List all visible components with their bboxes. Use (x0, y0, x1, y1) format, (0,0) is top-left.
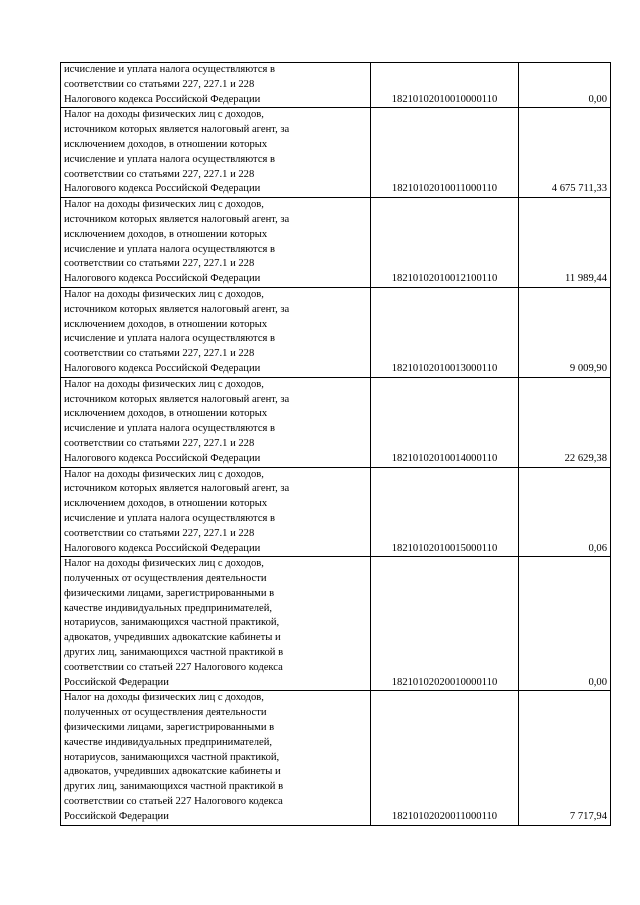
income-name-line: Налогового кодекса Российской Федерации (64, 183, 261, 195)
amount-cell: 0,00 (519, 557, 611, 691)
budget-code-cell: 18210102010011000110 (371, 108, 519, 198)
income-name-line: Налог на доходы физических лиц с доходов, (64, 199, 264, 211)
table-row (61, 557, 611, 691)
income-name-line: Налогового кодекса Российской Федерации (64, 362, 261, 374)
income-name-line: Налогового кодекса Российской Федерации (64, 273, 261, 285)
income-name-line: исчисление и уплата налога осуществляются в (64, 153, 276, 165)
table-row (61, 467, 611, 557)
table-row (61, 377, 611, 467)
income-name-line: Налог на доходы физических лиц с доходов, (64, 109, 264, 121)
table-row (61, 691, 611, 825)
income-table (60, 62, 611, 826)
income-name-line: нотариусов, занимающихся частной практикой, (64, 751, 280, 763)
income-name-line: соответствии со статьями 227, 227.1 и 228 (64, 258, 255, 270)
income-name-line: исчисление и уплата налога осуществляются в (64, 243, 276, 255)
budget-code-cell: 18210102020010000110 (371, 557, 519, 691)
table-row (61, 108, 611, 198)
budget-code-cell: 18210102010014000110 (371, 377, 519, 467)
income-name-line: соответствии со статьей 227 Налогового кодекса (64, 661, 283, 673)
amount-cell: 7 717,94 (519, 691, 611, 825)
income-name-line: соответствии со статьями 227, 227.1 и 228 (64, 78, 255, 90)
income-name-line: источником которых является налоговый агент, за (64, 213, 290, 225)
table-row (61, 63, 611, 108)
income-name-line: исключением доходов, в отношении которых (64, 498, 268, 510)
income-name-line: исчисление и уплата налога осуществляются в (64, 64, 276, 75)
amount-cell: 0,06 (519, 467, 611, 557)
income-name-cell (61, 377, 371, 467)
income-name-line: исчисление и уплата налога осуществляются в (64, 333, 276, 345)
income-name-line: Налогового кодекса Российской Федерации (64, 542, 261, 554)
budget-code-cell: 18210102010015000110 (371, 467, 519, 557)
income-name-line: полученных от осуществления деятельности (64, 707, 267, 719)
amount-cell: 11 989,44 (519, 198, 611, 288)
income-name-line: Налог на доходы физических лиц с доходов, (64, 558, 264, 570)
amount-cell: 0,00 (519, 63, 611, 108)
income-name-line: источником которых является налоговый агент, за (64, 483, 290, 495)
amount-cell: 9 009,90 (519, 287, 611, 377)
income-name-line: нотариусов, занимающихся частной практикой, (64, 617, 280, 629)
income-name-line: качестве индивидуальных предпринимателей, (64, 736, 273, 748)
income-name-line: соответствии со статьями 227, 227.1 и 228 (64, 168, 255, 180)
income-name-line: Налогового кодекса Российской Федерации (64, 452, 261, 464)
income-name-line: физическими лицами, зарегистрированными в (64, 722, 275, 734)
income-name-line: полученных от осуществления деятельности (64, 573, 267, 585)
income-name-line: Налог на доходы физических лиц с доходов, (64, 378, 264, 390)
income-name-cell (61, 467, 371, 557)
income-name-line: Налог на доходы физических лиц с доходов, (64, 288, 264, 300)
income-name-cell (61, 557, 371, 691)
budget-code-cell: 18210102010012100110 (371, 198, 519, 288)
income-name-line: соответствии со статьей 227 Налогового кодекса (64, 796, 283, 808)
income-name-line: соответствии со статьями 227, 227.1 и 228 (64, 348, 255, 360)
income-name-line: исключением доходов, в отношении которых (64, 318, 268, 330)
amount-cell: 4 675 711,33 (519, 108, 611, 198)
income-name-line: адвокатов, учредивших адвокатские кабинеты и (64, 766, 281, 778)
income-name-line: Налог на доходы физических лиц с доходов, (64, 468, 264, 480)
income-name-cell (61, 691, 371, 825)
budget-code-cell: 18210102010010000110 (371, 63, 519, 108)
income-name-line: Налогового кодекса Российской Федерации (64, 93, 261, 105)
income-name-line: адвокатов, учредивших адвокатские кабинеты и (64, 632, 281, 644)
table-row (61, 198, 611, 288)
income-name-line: Российской Федерации (64, 810, 169, 822)
budget-code-cell: 18210102010013000110 (371, 287, 519, 377)
income-name-line: источником которых является налоговый агент, за (64, 303, 290, 315)
income-name-line: исключением доходов, в отношении которых (64, 408, 268, 420)
income-name-line: соответствии со статьями 227, 227.1 и 228 (64, 437, 255, 449)
income-name-line: Российской Федерации (64, 676, 169, 688)
income-name-line: исключением доходов, в отношении которых (64, 228, 268, 240)
income-name-line: Налог на доходы физических лиц с доходов, (64, 692, 264, 704)
income-name-line: физическими лицами, зарегистрированными в (64, 587, 275, 599)
income-name-line: других лиц, занимающихся частной практикой в (64, 647, 284, 659)
income-name-cell (61, 198, 371, 288)
table-row (61, 287, 611, 377)
income-name-cell (61, 108, 371, 198)
income-name-cell (61, 287, 371, 377)
income-name-line: качестве индивидуальных предпринимателей, (64, 602, 273, 614)
income-name-line: соответствии со статьями 227, 227.1 и 228 (64, 527, 255, 539)
income-name-line: источником которых является налоговый агент, за (64, 124, 290, 136)
table-body (61, 63, 611, 826)
income-name-line: источником которых является налоговый агент, за (64, 393, 290, 405)
income-name-line: исчисление и уплата налога осуществляются в (64, 512, 276, 524)
budget-code-cell: 18210102020011000110 (371, 691, 519, 825)
amount-cell: 22 629,38 (519, 377, 611, 467)
income-name-line: исключением доходов, в отношении которых (64, 138, 268, 150)
income-name-line: других лиц, занимающихся частной практикой в (64, 781, 284, 793)
income-name-line: исчисление и уплата налога осуществляются в (64, 423, 276, 435)
income-name-cell (61, 63, 371, 108)
